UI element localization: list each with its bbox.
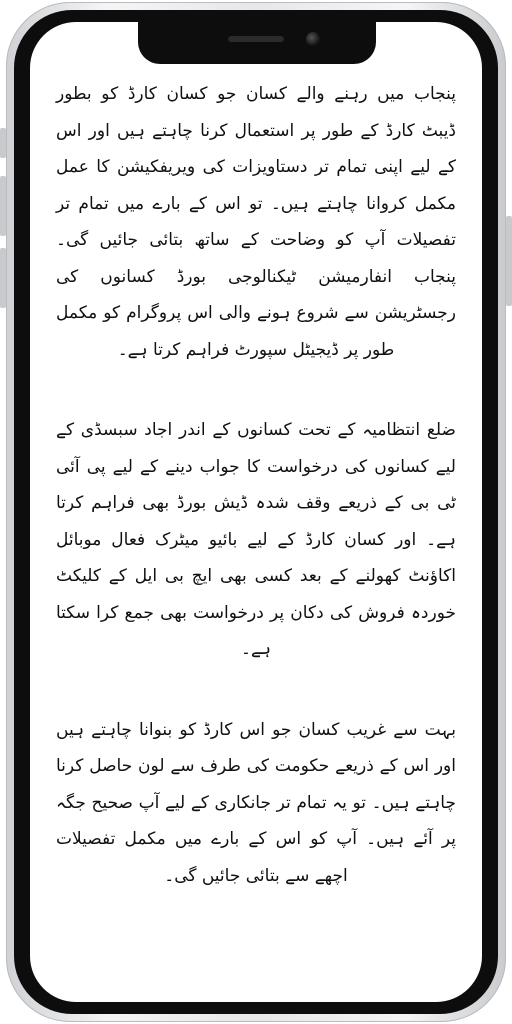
article-paragraph-1: پنجاب میں رہنے والے کسان جو کسان کارڈ کو بطور ڈیبٹ کارڈ کے طور پر استعمال کرنا چاہتے ہیں اور اس کے لیے اپنی تمام تر دستاویزات کی ویریفکیشن کا عمل مکمل کروانا چاہتے ہیں۔ تو اس کے بارے میں تمام تر تفصیلات آپ کو وضاحت کے ساتھ بتائی جائیں گی۔ پنجاب انفارمیشن ٹیکنالوجی بورڈ کسانوں کی رجسٹریشن سے شروع ہونے والی اس پروگرام کو مکمل طور پر ڈیجیٹل سپورٹ فراہم کرتا ہے۔	[56, 84, 456, 360]
front-camera-icon	[306, 32, 320, 46]
article-body	[30, 62, 482, 982]
phone-notch	[138, 22, 376, 64]
article-paragraph-3: بہت سے غریب کسان جو اس کارڈ کو بنوانا چاہتے ہیں اور اس کے ذریعے حکومت کی طرف سے لون حاصل کرنا چاہتے ہیں۔ تو یہ تمام تر جانکاری کے لیے آپ صحیح جگہ پر آئے ہیں۔ آپ کو اس کے بارے میں مکمل تفصیلات اچھے سے بتائی جائیں گی۔	[56, 719, 456, 886]
phone-volume-up-button	[0, 176, 6, 236]
speaker-grille	[228, 36, 284, 42]
phone-power-button	[506, 216, 512, 306]
phone-volume-down-button	[0, 248, 6, 308]
article-paragraph-2: ضلع انتظامیہ کے تحت کسانوں کے اندر اجاد سبسڈی کے لیے کسانوں کی درخواست کا جواب دینے کے لیے پی آئی ٹی بی کے ذریعے وقف شدہ ڈیش بورڈ بھی فراہم کرتا ہے۔ اور کسان کارڈ کے لیے بائیو میٹرک فعال موبائل اکاؤنٹ کھولنے کے بعد کسی بھی ایچ بی ایل کے کلیکٹ خوردہ فروش کی دکان پر درخواست بھی جمع کرا سکتا ہے۔	[56, 420, 456, 659]
phone-mute-switch	[0, 128, 6, 158]
